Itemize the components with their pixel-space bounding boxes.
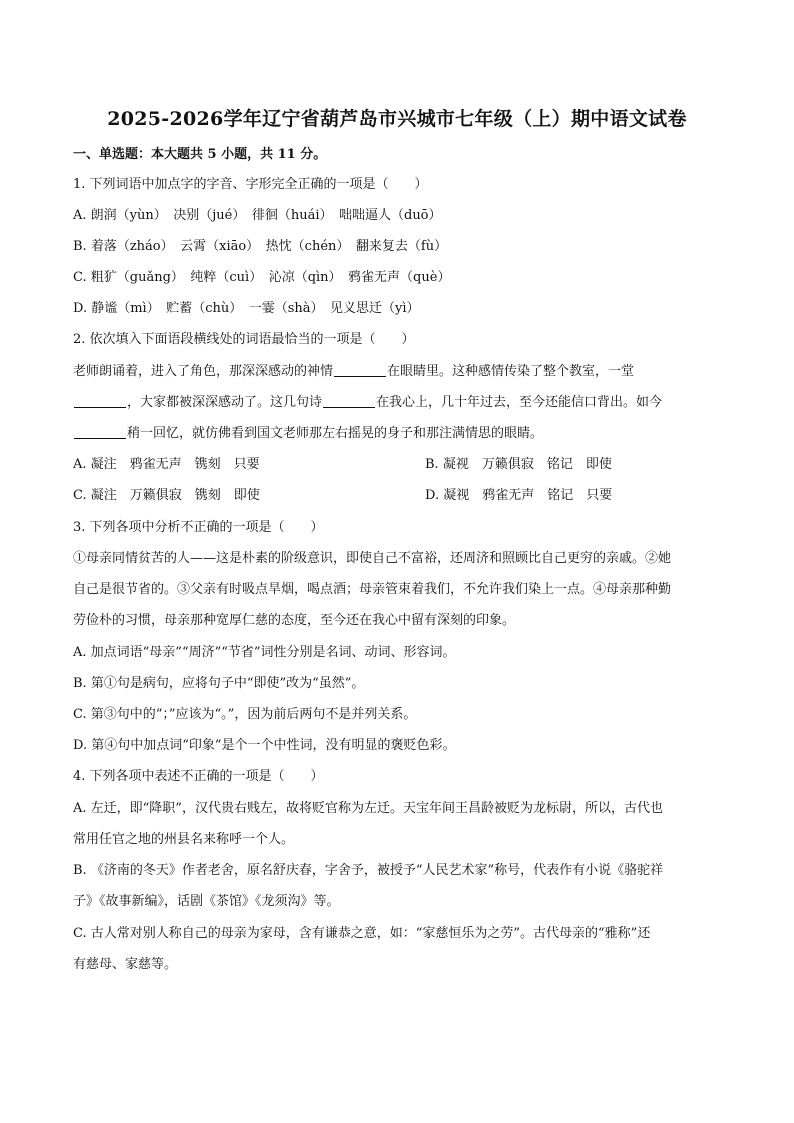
- section-heading: 一、单选题：本大题共 5 小题，共 11 分。: [73, 147, 327, 162]
- q4-option-a-line-1: A. 左迁，即“降职”，汉代贵右贱左，故将贬官称为左迁。天宝年间王昌龄被贬为龙标尉，所以，古代也: [73, 801, 663, 816]
- fill-blank-2: [74, 395, 126, 408]
- q3-option-b: B. 第①句是病句，应将句子中“即使”改为“虽然”。: [73, 676, 365, 691]
- q3-stem: 3. 下列各项中分析不正确的一项是（ ）: [73, 520, 324, 535]
- q1-option-a: A. 朗润（yùn） 决别（jué） 徘徊（huái） 咄咄逼人（duō）: [73, 208, 442, 223]
- fill-blank-4: [74, 426, 126, 439]
- q2-option-b: B. 凝视 万籁俱寂 铭记 即使: [425, 457, 612, 472]
- q2-passage-text: 在眼睛里。这种感情传染了整个教室，一堂: [387, 364, 635, 379]
- q3-option-c: C. 第③句中的“；”应该为“。”，因为前后两句不是并列关系。: [73, 707, 417, 722]
- q2-passage-line-1: [73, 362, 733, 382]
- q2-passage-line-2: [73, 393, 733, 413]
- q2-passage-text: 老师朗诵着，进入了角色，那深深感动的神情: [73, 364, 334, 379]
- q1-option-d: D. 静谧（mì） 贮蓄（chù） 一霎（shà） 见义思迁（yì）: [73, 301, 420, 316]
- q3-passage-line-2: 自己是很节省的。③父亲有时吸点旱烟，喝点酒；母亲管束着我们，不允许我们染上一点。④母亲那种勤: [73, 582, 672, 597]
- q4-stem: 4. 下列各项中表述不正确的一项是（ ）: [73, 769, 324, 784]
- q2-option-c: C. 凝注 万籁俱寂 镌刻 即使: [73, 488, 260, 503]
- q4-option-b-line-1: B. 《济南的冬天》作者老舍，原名舒庆春，字舍予，被授予“人民艺术家”称号，代表作有小说《骆驼祥: [73, 863, 664, 878]
- q3-option-d: D. 第④句中加点词“印象”是个一个中性词，没有明显的褒贬色彩。: [73, 738, 456, 753]
- q4-option-c-line-2: 有慈母、家慈等。: [73, 957, 178, 972]
- q4-option-b-line-2: 子》《故事新编》，话剧《茶馆》《龙须沟》等。: [73, 894, 340, 909]
- q2-stem: 2. 依次填入下面语段横线处的词语最恰当的一项是（ ）: [73, 332, 415, 347]
- q2-passage-text: 稍一回忆，就仿佛看到国文老师那左右摇晃的身子和那注满情思的眼睛。: [127, 426, 544, 441]
- exam-title: 2025-2026学年辽宁省葫芦岛市兴城市七年级（上）期中语文试卷: [107, 108, 687, 130]
- fill-blank-1: [334, 364, 386, 377]
- q2-passage-text: ，大家都被深深感动了。这几句诗: [127, 395, 323, 410]
- q1-option-c: C. 粗犷（guǎng） 纯粹（cuì） 沁凉（qìn） 鸦雀无声（què）: [73, 270, 451, 285]
- q3-option-a: A. 加点词语“母亲”“周济”“节省”词性分别是名词、动词、形容词。: [73, 645, 456, 660]
- q2-options-row-1: [73, 455, 733, 475]
- q1-option-b: B. 着落（zháo） 云霄（xiāo） 热忱（chén） 翻来复去（fù）: [73, 239, 448, 254]
- q2-option-a: A. 凝注 鸦雀无声 镌刻 只要: [73, 457, 260, 472]
- q3-passage-line-1: ①母亲同情贫苦的人——这是朴素的阶级意识，即使自己不富裕，还周济和照顾比自己更穷的亲戚。②她: [73, 551, 672, 566]
- fill-blank-3: [323, 395, 375, 408]
- q2-passage-text: 在我心上，几十年过去，至今还能信口背出。如今: [376, 395, 663, 410]
- q2-option-d: D. 凝视 鸦雀无声 铭记 只要: [425, 488, 613, 503]
- q2-passage-line-3: [73, 424, 733, 444]
- q3-passage-line-3: 劳俭朴的习惯，母亲那种宽厚仁慈的态度，至今还在我心中留有深刻的印象。: [73, 613, 516, 628]
- q1-stem: 1. 下列词语中加点字的字音、字形完全正确的一项是（ ）: [73, 177, 428, 192]
- q4-option-a-line-2: 常用任官之地的州县名来称呼一个人。: [73, 832, 295, 847]
- q2-options-row-2: [73, 486, 733, 506]
- q4-option-c-line-1: C. 古人常对别人称自己的母亲为家母，含有谦恭之意，如：“家慈恒乐为之劳”。古代母亲的“雅称”还: [73, 926, 651, 941]
